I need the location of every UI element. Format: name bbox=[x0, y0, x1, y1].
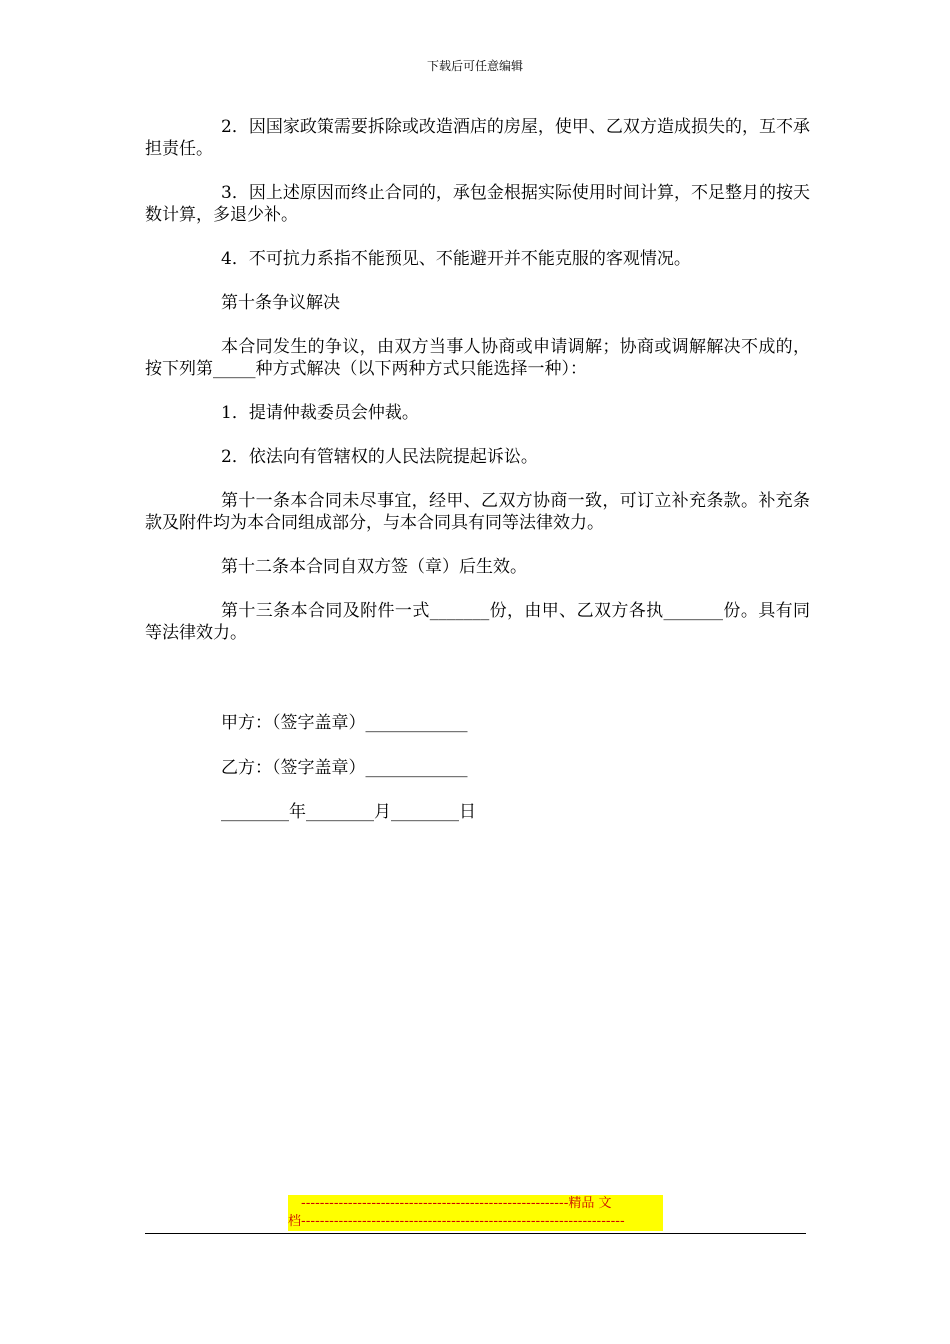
clause-paragraph: 2．依法向有管辖权的人民法院提起诉讼。 bbox=[221, 447, 538, 467]
clause-paragraph: 1．提请仲裁委员会仲裁。 bbox=[221, 403, 419, 423]
clause-paragraph: 本合同发生的争议，由双方当事人协商或申请调解；协商或调解解决不成的，按下列第_____种方式解决（以下两种方式只能选择一种）： bbox=[145, 337, 810, 379]
clause-paragraph: 第十三条本合同及附件一式_______份，由甲、乙双方各执_______份。具有同等法律效力。 bbox=[145, 601, 810, 643]
clause-paragraph: 3．因上述原因而终止合同的，承包金根据实际使用时间计算，不足整月的按天数计算，多退少补。 bbox=[145, 183, 810, 225]
clause-paragraph: 2．因国家政策需要拆除或改造酒店的房屋，使甲、乙双方造成损失的，互不承担责任。 bbox=[145, 117, 810, 159]
party-b-signature: 乙方：（签字盖章）____________ bbox=[221, 758, 468, 778]
clause-paragraph: 4．不可抗力系指不能预见、不能避开并不能克服的客观情况。 bbox=[221, 249, 691, 269]
contract-body bbox=[145, 116, 810, 666]
footer-divider bbox=[145, 1233, 806, 1234]
section-heading: 第十条争议解决 bbox=[221, 293, 340, 313]
footer-line-2: 档--------------------------------------------------------------------- bbox=[288, 1214, 625, 1229]
footer-banner bbox=[288, 1195, 663, 1231]
party-a-signature: 甲方：（签字盖章）____________ bbox=[221, 713, 468, 733]
clause-paragraph: 第十二条本合同自双方签（章）后生效。 bbox=[221, 557, 527, 577]
page-header: 下载后可任意编辑 bbox=[426, 59, 523, 73]
clause-paragraph: 第十一条本合同未尽事宜，经甲、乙双方协商一致，可订立补充条款。补充条款及附件均为本合同组成部分，与本合同具有同等法律效力。 bbox=[145, 491, 810, 533]
footer-line-1: ---------------------------------------------------------精品 文 bbox=[301, 1196, 612, 1211]
signing-date: ________年________月________日 bbox=[221, 802, 476, 822]
